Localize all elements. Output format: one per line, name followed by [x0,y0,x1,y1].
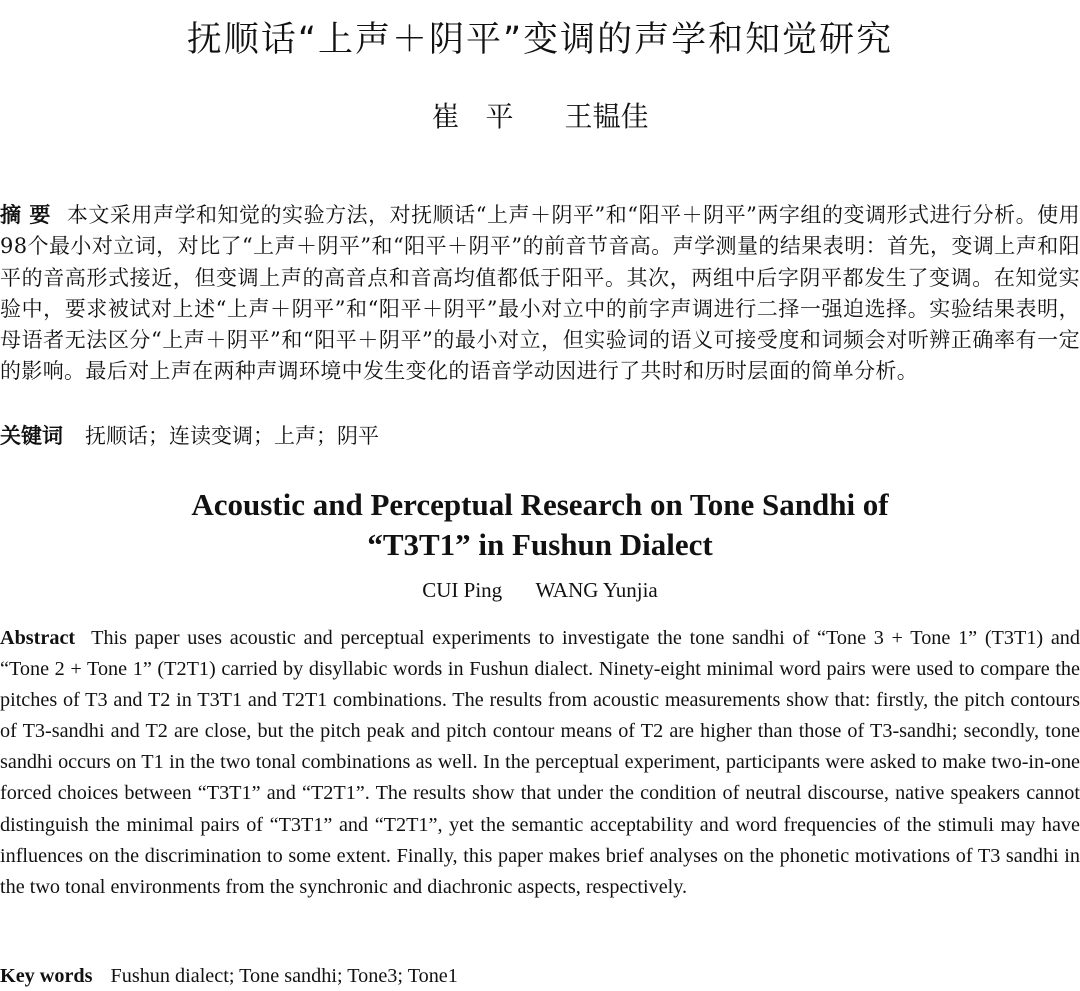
english-keywords-text: Fushun dialect; Tone sandhi; Tone3; Tone1 [110,965,458,987]
english-author-2: WANG Yunjia [535,578,658,602]
english-abstract-text: This paper uses acoustic and perceptual experiments to investigate the tone sandhi of “Tone 3 + Tone 1” (T3T1) and “Tone 2 + Tone 1” (T2T1) carried by disyllabic words in Fushun dialect. Ninety-eight minimal word pairs were used to compare the pitches of T3 and T2 in T3T1 and T2T1 combinations. The results from acoustic measurements show that: firstly, the pitch contours of T3-sandhi and T2 are close, but the pitch peak and pitch contour means of T2 are higher than those of T3-sandhi; secondly, tone sandhi occurs on T1 in the two tonal combinations as well. In the perceptual experiment, participants were asked to make two-in-one forced choices between “T3T1” and “T2T1”. The results show that under the condition of neutral discourse, native speakers cannot distinguish the minimal pairs of “T3T1” and “T2T1”, yet the semantic acceptability and word frequencies of the stimuli may have influences on the discrimination to some extent. Finally, this paper makes brief analyses on the phonetic motivations of T3 sandhi in the two tonal environments from the synchronic and diachronic aspects, respectively. [0,627,1080,898]
chinese-abstract-text: 本文采用声学和知觉的实验方法，对抚顺话“上声＋阴平”和“阳平＋阴平”两字组的变调形式进行分析。使用98个最小对立词，对比了“上声＋阴平”和“阳平＋阴平”的前音节音高。声学测量的结果表明：首先，变调上声和阳平的音高形式接近，但变调上声的高音点和音高均值都低于阳平。其次，两组中后字阴平都发生了变调。在知觉实验中，要求被试对上述“上声＋阴平”和“阳平＋阴平”最小对立中的前字声调进行二择一强迫选择。实验结果表明，母语者无法区分“上声＋阴平”和“阳平＋阴平”的最小对立，但实验词的语义可接受度和词频会对听辨正确率有一定的影响。最后对上声在两种声调环境中发生变化的语音学动因进行了共时和历时层面的简单分析。 [0,203,1080,384]
chinese-author-1: 崔平 [431,100,540,133]
chinese-keywords-text: 抚顺话；连读变调；上声；阴平 [85,424,379,448]
english-authors [0,578,1080,603]
chinese-author-2: 王韫佳 [564,100,649,133]
chinese-title: 抚顺话“上声＋阴平”变调的声学和知觉研究 [186,20,894,60]
chinese-abstract [0,200,1080,388]
english-abstract-label: Abstract [0,627,76,649]
chinese-keywords-label: 关键词 [0,424,63,448]
chinese-abstract-label: 摘 要 [0,203,51,227]
english-title-line-1: Acoustic and Perceptual Research on Tone Sandhi of [191,487,889,522]
english-title [0,485,1080,565]
chinese-authors [0,95,1080,135]
english-title-line-2: “T3T1” in Fushun Dialect [367,527,713,562]
chinese-keywords [0,421,1080,452]
english-author-1: CUI Ping [422,578,503,602]
english-keywords [0,962,1080,991]
english-abstract [0,623,1080,903]
english-keywords-label: Key words [0,965,93,987]
